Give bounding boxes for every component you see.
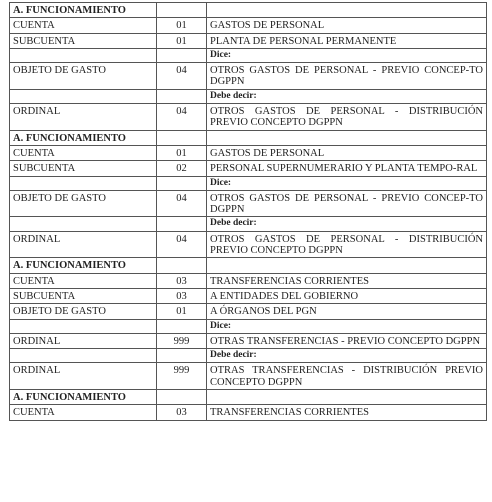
- note-row: [10, 176, 487, 190]
- row-text-cell: A ENTIDADES DEL GOBIERNO: [207, 288, 487, 303]
- row-label-cell: CUENTA: [10, 273, 157, 288]
- row-code-cell: [157, 258, 207, 273]
- budget-table-body: [10, 3, 487, 421]
- section-header-row: [10, 130, 487, 145]
- section-header-row: [10, 3, 487, 18]
- note-row: [10, 48, 487, 62]
- row-text-cell: OTROS GASTOS DE PERSONAL - DISTRIBUCIÓN PREVIO CONCEPTO DGPPN: [207, 231, 487, 258]
- table-row: [10, 190, 487, 217]
- note-row: [10, 89, 487, 103]
- row-label-cell: A. FUNCIONAMIENTO: [10, 3, 157, 18]
- row-code-cell: 999: [157, 333, 207, 348]
- row-code-cell: [157, 130, 207, 145]
- table-row: [10, 104, 487, 131]
- row-text-cell: Debe decir:: [207, 89, 487, 103]
- row-text-cell: Debe decir:: [207, 217, 487, 231]
- row-label-cell: CUENTA: [10, 145, 157, 160]
- table-row: [10, 333, 487, 348]
- row-label-cell: ORDINAL: [10, 104, 157, 131]
- table-row: [10, 231, 487, 258]
- table-row: [10, 405, 487, 420]
- row-text-cell: OTRAS TRANSFERENCIAS - DISTRIBUCIÓN PREVIO CONCEPTO DGPPN: [207, 363, 487, 390]
- table-row: [10, 273, 487, 288]
- row-text-cell: OTROS GASTOS DE PERSONAL - PREVIO CONCEP-TO DGPPN: [207, 63, 487, 90]
- section-header-row: [10, 390, 487, 405]
- row-code-cell: 04: [157, 63, 207, 90]
- row-code-cell: 01: [157, 33, 207, 48]
- row-text-cell: OTROS GASTOS DE PERSONAL - DISTRIBUCIÓN PREVIO CONCEPTO DGPPN: [207, 104, 487, 131]
- row-label-cell: [10, 349, 157, 363]
- row-code-cell: 01: [157, 18, 207, 33]
- row-code-cell: 04: [157, 190, 207, 217]
- row-text-cell: GASTOS DE PERSONAL: [207, 18, 487, 33]
- row-code-cell: [157, 89, 207, 103]
- row-text-cell: TRANSFERENCIAS CORRIENTES: [207, 405, 487, 420]
- row-code-cell: [157, 48, 207, 62]
- row-code-cell: 01: [157, 145, 207, 160]
- row-code-cell: 03: [157, 273, 207, 288]
- row-code-cell: [157, 319, 207, 333]
- row-text-cell: Dice:: [207, 48, 487, 62]
- row-label-cell: [10, 176, 157, 190]
- row-text-cell: A ÓRGANOS DEL PGN: [207, 304, 487, 319]
- table-row: [10, 63, 487, 90]
- row-text-cell: OTROS GASTOS DE PERSONAL - PREVIO CONCEP-TO DGPPN: [207, 190, 487, 217]
- row-code-cell: 04: [157, 231, 207, 258]
- row-text-cell: PLANTA DE PERSONAL PERMANENTE: [207, 33, 487, 48]
- row-code-cell: 01: [157, 304, 207, 319]
- table-row: [10, 33, 487, 48]
- table-row: [10, 363, 487, 390]
- row-label-cell: CUENTA: [10, 405, 157, 420]
- section-header-row: [10, 258, 487, 273]
- row-label-cell: OBJETO DE GASTO: [10, 63, 157, 90]
- row-text-cell: Dice:: [207, 176, 487, 190]
- note-row: [10, 349, 487, 363]
- row-label-cell: ORDINAL: [10, 231, 157, 258]
- row-label-cell: CUENTA: [10, 18, 157, 33]
- row-text-cell: Debe decir:: [207, 349, 487, 363]
- row-code-cell: 03: [157, 288, 207, 303]
- row-text-cell: [207, 390, 487, 405]
- row-label-cell: A. FUNCIONAMIENTO: [10, 390, 157, 405]
- row-label-cell: ORDINAL: [10, 363, 157, 390]
- budget-table: [9, 2, 487, 421]
- row-label-cell: [10, 319, 157, 333]
- row-code-cell: [157, 390, 207, 405]
- row-code-cell: [157, 3, 207, 18]
- row-label-cell: A. FUNCIONAMIENTO: [10, 258, 157, 273]
- row-label-cell: [10, 89, 157, 103]
- row-label-cell: [10, 217, 157, 231]
- table-row: [10, 145, 487, 160]
- note-row: [10, 217, 487, 231]
- row-code-cell: 03: [157, 405, 207, 420]
- row-text-cell: GASTOS DE PERSONAL: [207, 145, 487, 160]
- row-code-cell: [157, 176, 207, 190]
- row-label-cell: SUBCUENTA: [10, 288, 157, 303]
- row-code-cell: 999: [157, 363, 207, 390]
- row-label-cell: OBJETO DE GASTO: [10, 190, 157, 217]
- row-label-cell: [10, 48, 157, 62]
- row-text-cell: OTRAS TRANSFERENCIAS - PREVIO CONCEPTO DGPPN: [207, 333, 487, 348]
- row-text-cell: TRANSFERENCIAS CORRIENTES: [207, 273, 487, 288]
- row-code-cell: 02: [157, 161, 207, 176]
- row-label-cell: ORDINAL: [10, 333, 157, 348]
- note-row: [10, 319, 487, 333]
- row-label-cell: SUBCUENTA: [10, 33, 157, 48]
- row-text-cell: [207, 258, 487, 273]
- row-text-cell: [207, 3, 487, 18]
- row-code-cell: [157, 217, 207, 231]
- table-row: [10, 288, 487, 303]
- table-row: [10, 18, 487, 33]
- row-text-cell: [207, 130, 487, 145]
- row-code-cell: [157, 349, 207, 363]
- row-text-cell: PERSONAL SUPERNUMERARIO Y PLANTA TEMPO-RAL: [207, 161, 487, 176]
- row-label-cell: A. FUNCIONAMIENTO: [10, 130, 157, 145]
- row-code-cell: 04: [157, 104, 207, 131]
- row-label-cell: SUBCUENTA: [10, 161, 157, 176]
- table-row: [10, 304, 487, 319]
- row-text-cell: Dice:: [207, 319, 487, 333]
- budget-document: [9, 2, 486, 421]
- row-label-cell: OBJETO DE GASTO: [10, 304, 157, 319]
- table-row: [10, 161, 487, 176]
